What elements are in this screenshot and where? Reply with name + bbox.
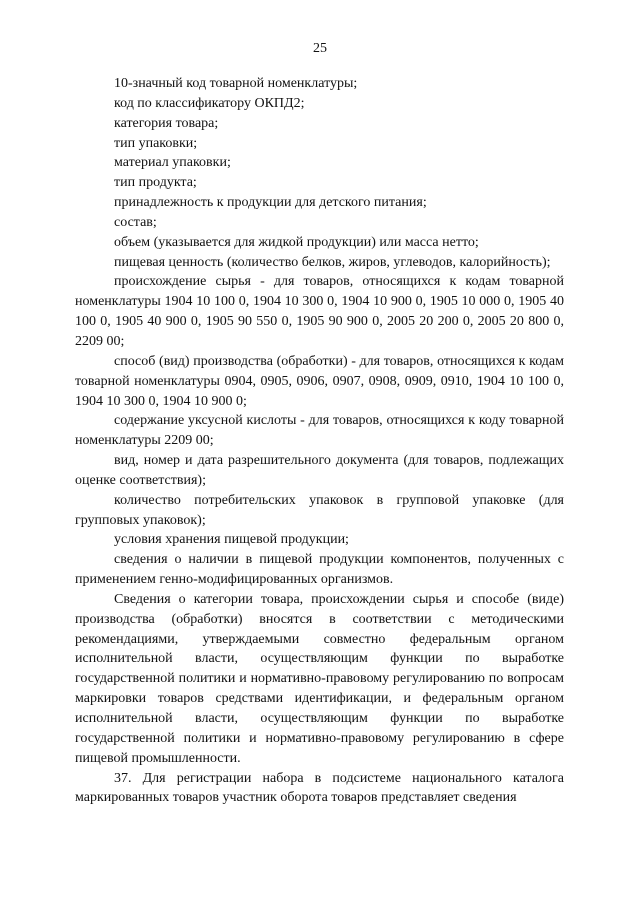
paragraph-item-package-material: материал упаковки;	[114, 155, 231, 171]
paragraph-item-code: 10-значный код товарной номенклатуры;	[114, 76, 358, 91]
paragraph-item-gmo: сведения о наличии в пищевой продукции компонентов, полученных с применением генно-модифицированных организмов.	[75, 552, 564, 588]
paragraph-methodology: Сведения о категории товара, происхождении сырья и способе (виде) производства (обработки) вносятся в соответствии с методическими рекомендациями, утверждаемыми совместно федеральным органом исполнительной власти, осуществляющим функции по выработке государственной политики и нормативно-правовому регулированию по вопросам маркировки товаров средствами идентификации, и федеральным органом исполнительной власти, осуществляющим функции по выработке государственной политики и нормативно-правовому регулированию в сфере пищевой промышленности.	[75, 591, 564, 766]
paragraph-item-permit-document: вид, номер и дата разрешительного документа (для товаров, подлежащих оценке соответствия);	[75, 453, 564, 488]
paragraph-item-nutrition: пищевая ценность (количество белков, жиров, углеводов, калорийность);	[114, 254, 551, 270]
paragraph-item-consumer-packages: количество потребительских упаковок в групповой упаковке (для групповых упаковок);	[75, 492, 564, 528]
paragraph-item-package-type: тип упаковки;	[114, 135, 198, 151]
paragraph-item-product-type: тип продукта;	[114, 175, 197, 191]
paragraph-item-storage: условия хранения пищевой продукции;	[114, 532, 349, 548]
paragraph-item-volume-mass: объем (указывается для жидкой продукции) или масса нетто;	[114, 234, 479, 250]
document-body	[75, 74, 564, 808]
paragraph-item-baby-food: принадлежность к продукции для детского питания;	[114, 195, 427, 211]
paragraph-item-category: категория товара;	[114, 115, 219, 131]
paragraph-item-raw-origin: происхождение сырья - для товаров, относящихся к кодам товарной номенклатуры 1904 10 100 0, 1904 10 300 0, 1904 10 900 0, 1905 10 000 0, 1905 40 100 0, 1905 40 900 0, 1905 90 550 0, 1905 90 900 0, 2005 20 200 0, 2005 20 800 0, 2209 00;	[75, 274, 564, 349]
paragraph-item-acetic-acid: содержание уксусной кислоты - для товаров, относящихся к коду товарной номенклатуры 2209 00;	[75, 413, 564, 449]
page-number: 25	[313, 41, 327, 56]
paragraph-clause-37: 37. Для регистрации набора в подсистеме национального каталога маркированных товаров участник оборота товаров представляет сведения	[75, 770, 564, 806]
paragraph-item-okpd2: код по классификатору ОКПД2;	[114, 95, 305, 111]
paragraph-item-composition: состав;	[114, 214, 157, 230]
paragraph-item-production-method: способ (вид) производства (обработки) - для товаров, относящихся к кодам товарной номенклатуры 0904, 0905, 0906, 0907, 0908, 0909, 0910, 1904 10 100 0, 1904 10 300 0, 1904 10 900 0;	[75, 353, 564, 409]
